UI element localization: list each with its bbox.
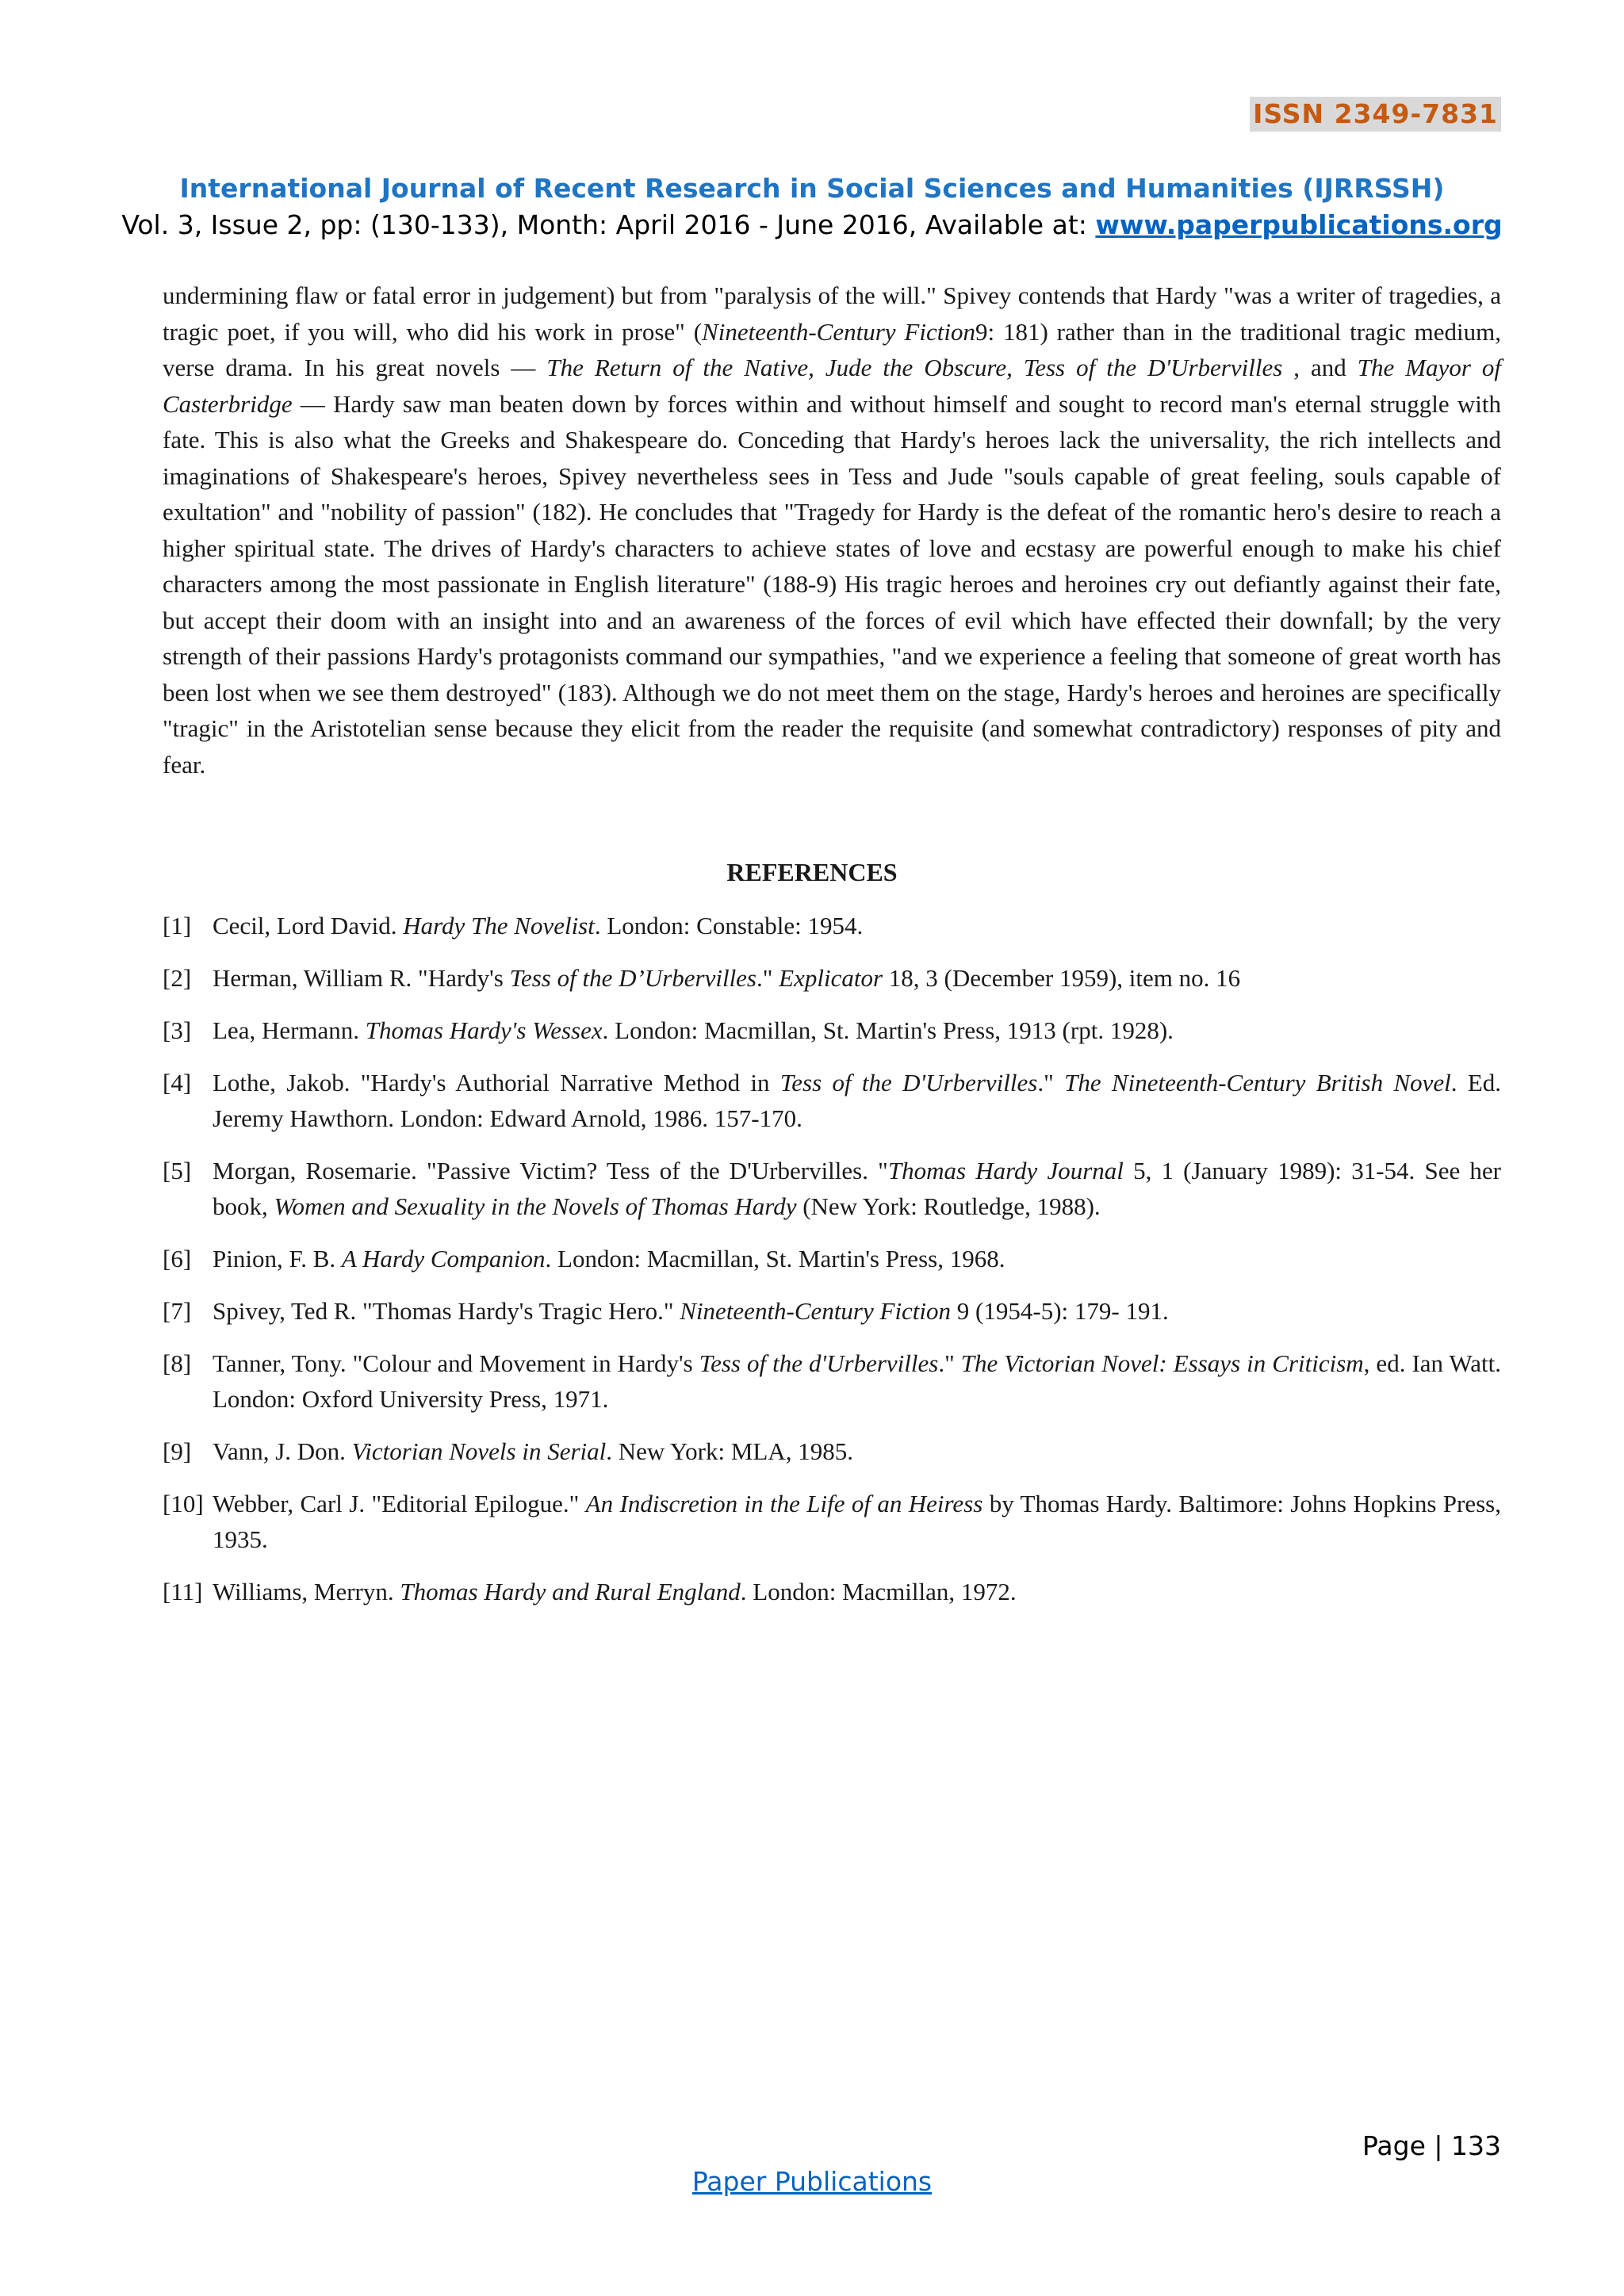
reference-item xyxy=(163,1486,1501,1557)
reference-text: Williams, Merryn. xyxy=(213,1578,400,1605)
reference-number: [7] xyxy=(163,1297,192,1325)
reference-text: Spivey, Ted R. "Thomas Hardy's Tragic Hero." xyxy=(213,1297,680,1325)
reference-text: (New York: Routledge, 1988). xyxy=(796,1192,1101,1220)
reference-text: . London: Constable: 1954. xyxy=(594,912,864,939)
reference-title: Hardy The Novelist xyxy=(403,912,595,939)
reference-number: [9] xyxy=(163,1437,192,1465)
reference-text: ." xyxy=(756,964,779,992)
reference-item xyxy=(163,1012,1501,1048)
issn-label: ISSN 2349-7831 xyxy=(1250,97,1501,132)
reference-title: Tess of the D’Urbervilles xyxy=(509,964,757,992)
reference-text: Morgan, Rosemarie. "Passive Victim? Tess of the D'Urbervilles. " xyxy=(213,1157,888,1184)
reference-text: . Ed. Jeremy Hawthorn. London: Edward Arnold, 1986. 157-170. xyxy=(213,1069,1502,1132)
reference-text: Cecil, Lord David. xyxy=(213,912,404,939)
body-italic-2: The Return of the Native, Jude the Obscure, Tess of the D'Urbervilles xyxy=(546,354,1283,381)
reference-title: Victorian Novels in Serial xyxy=(351,1437,607,1465)
reference-item xyxy=(163,1345,1501,1417)
publisher-link[interactable]: Paper Publications xyxy=(691,2166,933,2197)
reference-text: ." xyxy=(1037,1069,1065,1096)
footer xyxy=(0,2164,1624,2199)
reference-title: A Hardy Companion xyxy=(341,1245,546,1272)
reference-text: 5, 1 (January 1989): 31-54. See her book, xyxy=(213,1157,1501,1220)
reference-title: The Nineteenth-Century British Novel xyxy=(1064,1069,1451,1096)
reference-text: , ed. Ian Watt. London: Oxford University Press, 1971. xyxy=(213,1349,1501,1413)
body-text-3: , and xyxy=(1282,354,1358,381)
reference-title: An Indiscretion in the Life of an Heiress xyxy=(585,1490,983,1517)
reference-number: [3] xyxy=(163,1016,192,1044)
reference-text: Vann, J. Don. xyxy=(213,1437,352,1465)
reference-number: [11] xyxy=(163,1578,203,1605)
reference-text: 9 (1954-5): 179- 191. xyxy=(951,1297,1169,1325)
reference-title: The Victorian Novel: Essays in Criticism xyxy=(960,1349,1364,1377)
reference-text: . London: Macmillan, St. Martin's Press, 1968. xyxy=(545,1245,1005,1272)
reference-text: Herman, William R. "Hardy's xyxy=(213,964,510,992)
reference-text: ." xyxy=(938,1349,961,1377)
reference-text: . London: Macmillan, St. Martin's Press, 1913 (rpt. 1928). xyxy=(602,1016,1174,1044)
reference-item xyxy=(163,1241,1501,1276)
references-heading: REFERENCES xyxy=(726,858,898,886)
reference-number: [1] xyxy=(163,912,192,939)
reference-text: Webber, Carl J. "Editorial Epilogue." xyxy=(213,1490,586,1517)
volume-text: Vol. 3, Issue 2, pp: (130-133), Month: April 2016 - June 2016, Available at: xyxy=(121,209,1096,240)
reference-text: 18, 3 (December 1959), item no. 16 xyxy=(883,964,1241,992)
body-text-4: — Hardy saw man beaten down by forces within and without himself and sought to record man's eternal struggle with fate. This is also what the Greeks and Shakespeare do. Conceding that Hardy's heroes lack the universality, the rich intellects and imaginations of Shakespeare's heroes, Spivey nevertheless sees in Tess and Jude "souls capable of great feeling, souls capable of exultation" and "nobility of passion" (182). He concludes that "Tragedy for Hardy is the defeat of the romantic hero's desire to reach a higher spiritual state. The drives of Hardy's characters to achieve states of love and ecstasy are powerful enough to make his chief characters among the most passionate in English literature" (188-9) His tragic heroes and heroines cry out defiantly against their fate, but accept their doom with an insight into and an awareness of the forces of evil which have effected their downfall; by the very strength of their passions Hardy's protagonists command our sympathies, "and we experience a feeling that someone of great worth has been lost when we see them destroyed" (183). Although we do not meet them on the stage, Hardy's heroes and heroines are specifically "tragic" in the Aristotelian sense because they elicit from the reader the requisite (and somewhat contradictory) responses of pity and fear. xyxy=(163,389,1501,779)
reference-item xyxy=(163,960,1501,996)
reference-text: Pinion, F. B. xyxy=(213,1245,342,1272)
reference-item xyxy=(163,1433,1501,1469)
body-text-1: undermining flaw or fatal error in judgement) but from "paralysis of the will." Spivey contends that Hardy "was a writer of tragedies, a tragic poet, if you will, who did his work in prose" ( xyxy=(163,281,1501,346)
reference-text: Lea, Hermann. xyxy=(213,1016,366,1044)
website-link[interactable]: www.paperpublications.org xyxy=(1095,209,1503,240)
references-list xyxy=(163,908,1501,1626)
reference-item xyxy=(163,1153,1501,1224)
reference-item xyxy=(163,1574,1501,1609)
reference-title: Tess of the d'Urbervilles xyxy=(699,1349,939,1377)
reference-text: Tanner, Tony. "Colour and Movement in Hardy's xyxy=(213,1349,699,1377)
reference-item xyxy=(163,1065,1501,1136)
reference-title: Thomas Hardy and Rural England xyxy=(400,1578,741,1605)
reference-title: Thomas Hardy's Wessex xyxy=(365,1016,603,1044)
reference-text: . London: Macmillan, 1972. xyxy=(740,1578,1017,1605)
reference-item xyxy=(163,908,1501,943)
reference-number: [5] xyxy=(163,1157,192,1184)
reference-item xyxy=(163,1293,1501,1329)
body-italic-1: Nineteenth-Century Fiction xyxy=(702,317,975,346)
reference-title: Tess of the D'Urbervilles xyxy=(779,1069,1038,1096)
reference-number: [8] xyxy=(163,1349,192,1377)
journal-volume-line xyxy=(0,208,1624,243)
reference-title: Women and Sexuality in the Novels of Thomas Hardy xyxy=(274,1192,797,1220)
journal-title: International Journal of Recent Research in Social Sciences and Humanities (IJRRSSH) xyxy=(179,173,1445,204)
reference-number: [10] xyxy=(163,1490,204,1517)
page-number: Page | 133 xyxy=(1362,2130,1501,2161)
reference-number: [4] xyxy=(163,1069,192,1096)
reference-title: Explicator xyxy=(779,964,883,992)
reference-text: Lothe, Jakob. "Hardy's Authorial Narrative Method in xyxy=(213,1069,780,1096)
body-text-2: 9: 181) rather than in the traditional tragic medium, verse drama. In his great novels — xyxy=(163,317,1501,381)
reference-title: Thomas Hardy Journal xyxy=(887,1157,1124,1184)
reference-number: [6] xyxy=(163,1245,192,1272)
reference-text: . New York: MLA, 1985. xyxy=(606,1437,854,1465)
reference-number: [2] xyxy=(163,964,192,992)
reference-text: by Thomas Hardy. Baltimore: Johns Hopkins Press, 1935. xyxy=(213,1490,1501,1553)
body-paragraph xyxy=(163,277,1501,783)
reference-title: Nineteenth-Century Fiction xyxy=(680,1297,952,1325)
body-italic-3: The Mayor of Casterbridge xyxy=(163,354,1501,418)
